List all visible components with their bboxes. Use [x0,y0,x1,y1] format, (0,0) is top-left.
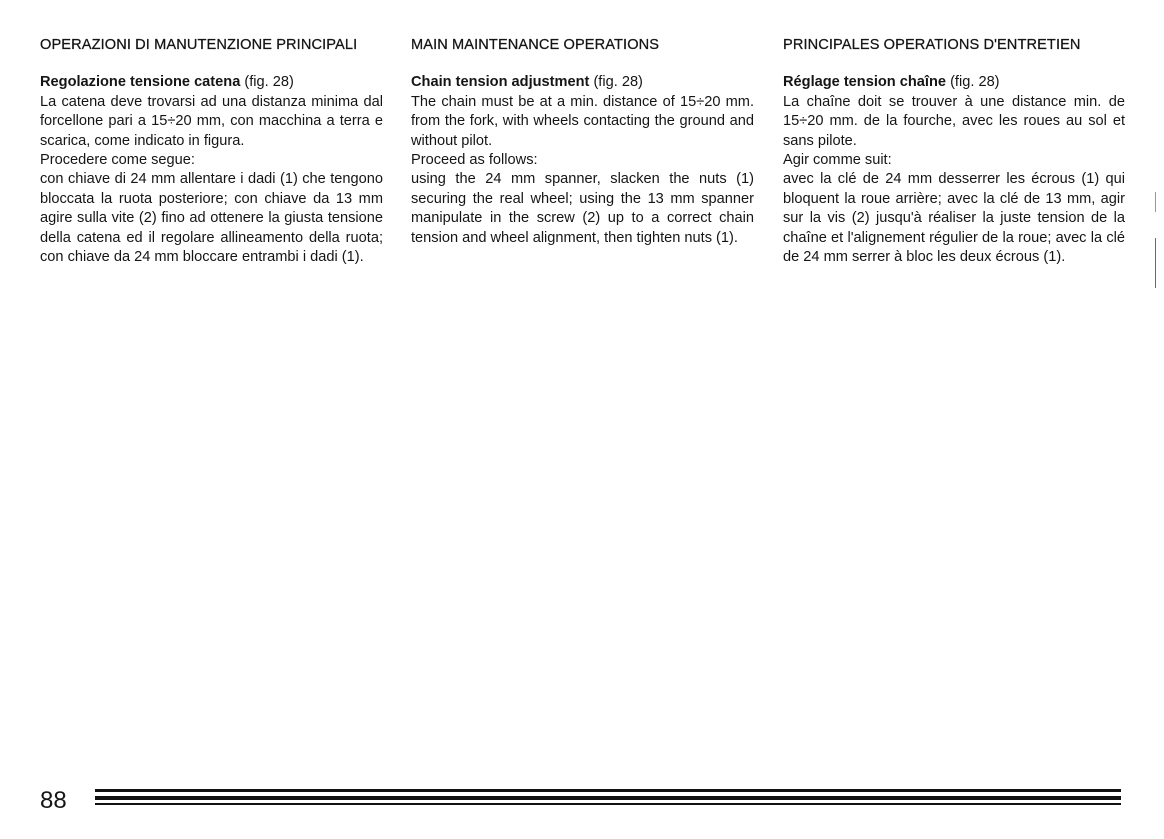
english-subheading: Chain tension adjustment [411,74,590,91]
italian-column [40,36,383,267]
french-paragraph-proceed: Agir comme suit: [783,152,892,169]
french-figure-reference: (fig. 28) [946,74,1000,91]
scan-edge-mark [1155,238,1156,288]
footer-rule [95,796,1121,800]
english-paragraph-proceed: Proceed as follows: [411,152,538,169]
english-column [411,36,754,248]
footer-rule [95,803,1121,805]
french-column [783,36,1125,267]
french-paragraph-distance: La chaîne doit se trouver à une distance min. de 15÷20 mm. de la fourche, avec les roues au sol et sans pilote. [783,93,1125,149]
page-number: 88 [40,787,67,814]
italian-figure-reference: (fig. 28) [240,74,294,91]
english-paragraph-steps: using the 24 mm spanner, slacken the nuts (1) securing the real wheel; using the 13 mm spanner manipulate in the screw (2) up to a correct chain tension and wheel alignment, then tighten nuts (1). [411,171,754,246]
italian-paragraph-proceed: Procedere come segue: [40,152,195,169]
english-figure-reference: (fig. 28) [589,74,643,91]
french-subheading: Réglage tension chaîne [783,74,947,91]
english-heading: MAIN MAINTENANCE OPERATIONS [411,37,660,53]
italian-paragraph-distance: La catena deve trovarsi ad una distanza minima dal forcellone pari a 15÷20 mm, con macchina a terra e scarica, come indicato in figura. [40,93,383,149]
french-subheading-line [783,73,1125,92]
italian-paragraph-steps: con chiave di 24 mm allentare i dadi (1) che tengono bloccata la ruota posteriore; con chiave da 13 mm agire sulla vite (2) fino ad ottenere la giusta tensione della catena ed il regolare allineamento della ruota; con chiave da 24 mm bloccare entrambi i dadi (1). [40,171,383,266]
english-paragraph-distance: The chain must be at a min. distance of 15÷20 mm. from the fork, with wheels contacting the ground and without pilot. [411,93,754,149]
english-subheading-line [411,73,754,92]
footer-rule [95,789,1121,792]
italian-heading: OPERAZIONI DI MANUTENZIONE PRINCIPALI [40,37,358,53]
scan-edge-mark [1155,192,1156,212]
french-paragraph-steps: avec la clé de 24 mm desserrer les écrous (1) qui bloquent la roue arrière; avec la clé de 13 mm, agir sur la vis (2) jusqu'à réaliser la juste tension de la chaîne et l'alignement régulier de la roue; avec la clé de 24 mm serrer à bloc les deux écrous (1). [783,171,1125,266]
french-heading: PRINCIPALES OPERATIONS D'ENTRETIEN [783,37,1081,53]
italian-subheading: Regolazione tensione catena [40,74,241,91]
italian-subheading-line [40,73,383,92]
